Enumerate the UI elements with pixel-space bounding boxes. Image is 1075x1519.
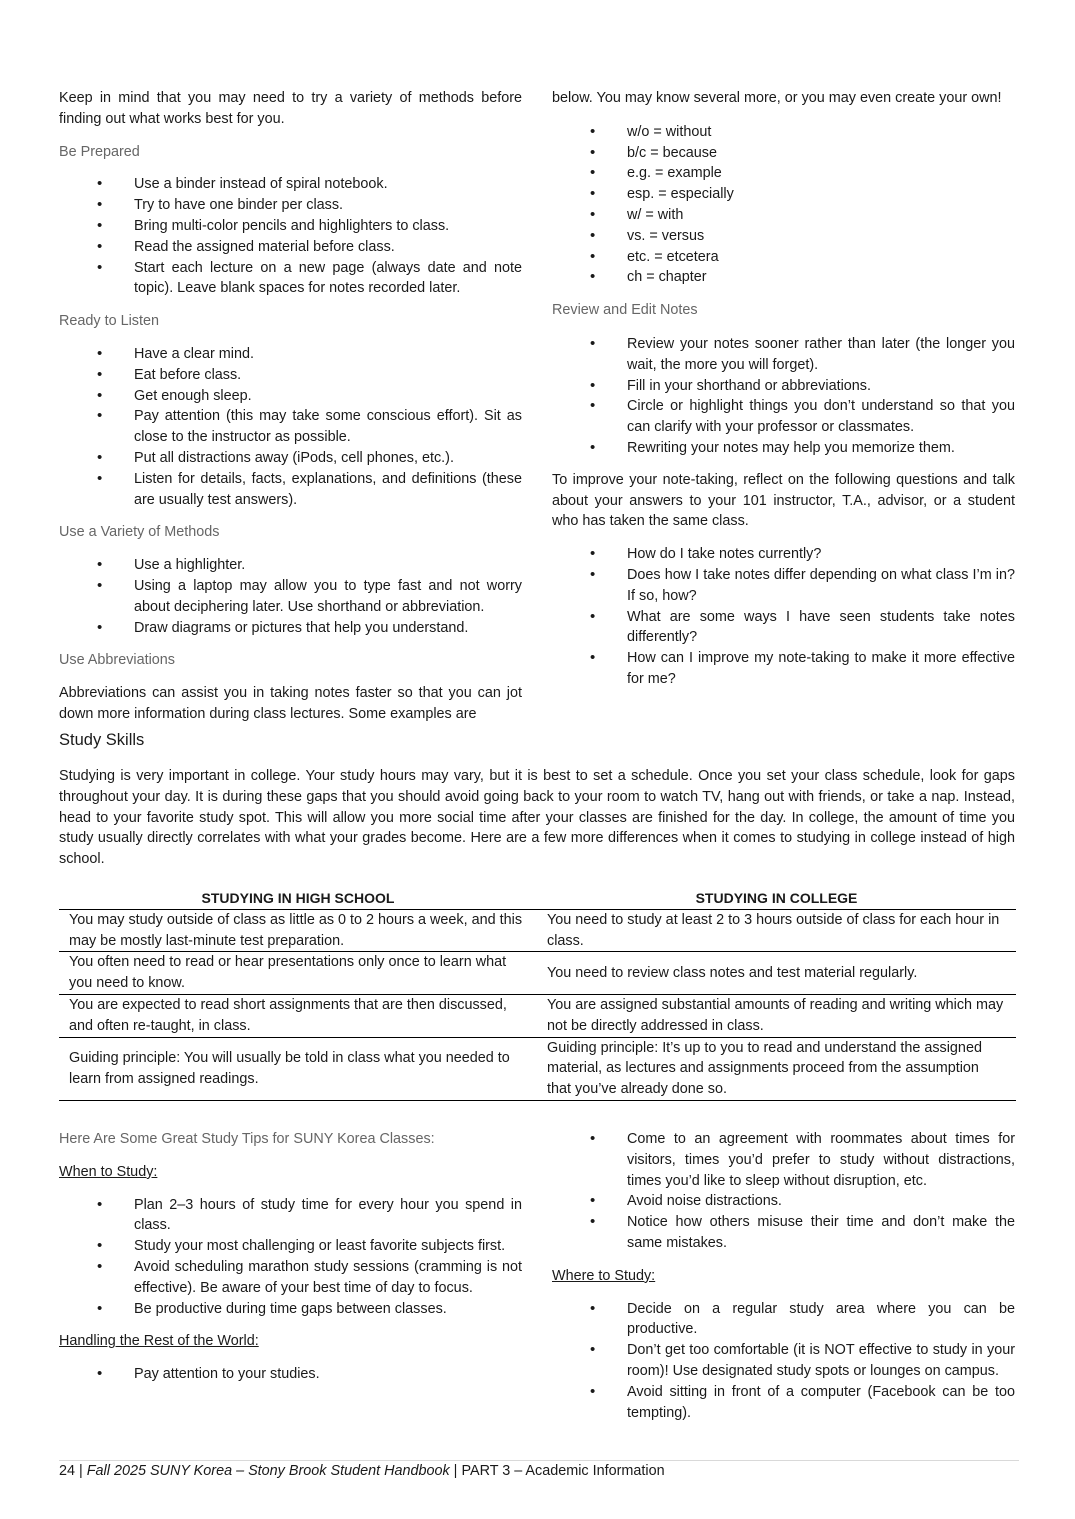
- list-item: • Come to an agreement with roommates about times for visitors, times you’d prefer to study without distractions, times you’d like to sleep without disruption, etc.: [552, 1129, 1015, 1191]
- list-item: • Does how I take notes differ depending on what class I’m in? If so, how?: [552, 565, 1015, 607]
- list-item: • Study your most challenging or least favorite subjects first.: [59, 1236, 522, 1257]
- page-footer: [59, 1460, 1019, 1479]
- footer-text: [59, 1461, 665, 1482]
- variety-list: [59, 555, 522, 638]
- list-item: • w/o = without: [552, 122, 1015, 143]
- when-to-study-heading: When to Study:: [59, 1163, 158, 1180]
- list-item: • Pay attention (this may take some conscious effort). Sit as close to the instructor as possible.: [59, 406, 522, 448]
- left-top-column: [59, 88, 522, 725]
- list-item: • Using a laptop may allow you to type fast and not worry about deciphering later. Use shorthand or abbreviation.: [59, 576, 522, 618]
- footer-separator: |: [75, 1463, 87, 1479]
- list-item: • e.g. = example: [552, 163, 1015, 184]
- list-item: • Listen for details, facts, explanations, and definitions (these are usually test answers).: [59, 469, 522, 511]
- tips-left-column: [59, 1129, 522, 1385]
- table-cell: You may study outside of class as little as 0 to 2 hours a week, and this may be mostly last-minute test preparation.: [59, 909, 537, 952]
- list-item: • Start each lecture on a new page (always date and note topic). Leave blank spaces for notes recorded later.: [59, 258, 522, 300]
- be-prepared-list: [59, 174, 522, 299]
- footer-separator: |: [449, 1463, 462, 1479]
- questions-list: [552, 544, 1015, 690]
- handling-world-heading: Handling the Rest of the World:: [59, 1333, 259, 1350]
- list-item: • Use a binder instead of spiral notebook.: [59, 174, 522, 195]
- list-item: • Don’t get too comfortable (it is NOT effective to study in your room)! Use designated study spots or lounges on campus.: [552, 1340, 1015, 1382]
- list-item: • Eat before class.: [59, 365, 522, 386]
- list-item: • Use a highlighter.: [59, 555, 522, 576]
- abbrev-intro: below. You may know several more, or you may even create your own!: [552, 90, 1002, 106]
- list-item: • Bring multi-color pencils and highlighters to class.: [59, 216, 522, 237]
- list-item: • Get enough sleep.: [59, 386, 522, 407]
- part-label: PART 3 – Academic Information: [461, 1463, 665, 1479]
- right-top-column: [552, 88, 1015, 690]
- column-header-high-school: STUDYING IN HIGH SCHOOL: [59, 888, 537, 909]
- list-item: • Pay attention to your studies.: [59, 1364, 522, 1385]
- list-item: • Have a clear mind.: [59, 344, 522, 365]
- table-cell: You are assigned substantial amounts of reading and writing which may not be directly addressed in class.: [537, 994, 1016, 1037]
- list-item: • b/c = because: [552, 143, 1015, 164]
- list-item: • Circle or highlight things you don’t understand so that you can clarify with your professor or classmates.: [552, 396, 1015, 438]
- abbreviations-text: Abbreviations can assist you in taking notes faster so that you can jot down more information during class lectures. Some examples are: [59, 685, 522, 722]
- list-item: • esp. = especially: [552, 184, 1015, 205]
- list-item: • Read the assigned material before class.: [59, 237, 522, 258]
- comparison-table: [59, 888, 1016, 1101]
- list-item: • Avoid noise distractions.: [552, 1191, 1015, 1212]
- review-list: [552, 334, 1015, 459]
- list-item: • ch = chapter: [552, 267, 1015, 288]
- list-item: • Avoid scheduling marathon study sessions (cramming is not effective). Be aware of your best time of day to focus.: [59, 1257, 522, 1299]
- table-row: [59, 909, 1016, 952]
- where-to-study-heading: Where to Study:: [552, 1267, 656, 1284]
- page-number: 24: [59, 1463, 76, 1479]
- be-prepared-heading: Be Prepared: [59, 143, 140, 160]
- list-item: • How do I take notes currently?: [552, 544, 1015, 565]
- handbook-title: Fall 2025 SUNY Korea – Stony Brook Student Handbook: [86, 1463, 450, 1479]
- table-cell: Guiding principle: It’s up to you to read and understand the assigned material, as lectures and assignments proceed from the assumption that you’ve already done so.: [537, 1037, 1016, 1100]
- variety-heading: Use a Variety of Methods: [59, 524, 220, 541]
- list-item: • Try to have one binder per class.: [59, 195, 522, 216]
- list-item: • Rewriting your notes may help you memorize them.: [552, 438, 1015, 459]
- table-cell: You need to review class notes and test material regularly.: [537, 952, 1016, 995]
- ready-to-listen-heading: Ready to Listen: [59, 313, 159, 330]
- review-heading: Review and Edit Notes: [552, 302, 698, 319]
- table-row: [59, 952, 1016, 995]
- handling-world-list-continued: [552, 1129, 1015, 1254]
- table-cell: You are expected to read short assignments that are then discussed, and often re-taught, in class.: [59, 994, 537, 1037]
- list-item: • etc. = etcetera: [552, 247, 1015, 268]
- list-item: • Fill in your shorthand or abbreviations.: [552, 376, 1015, 397]
- methods-intro: Keep in mind that you may need to try a variety of methods before finding out what works best for you.: [59, 90, 522, 127]
- list-item: • Plan 2–3 hours of study time for every hour you spend in class.: [59, 1195, 522, 1237]
- column-header-college: STUDYING IN COLLEGE: [537, 888, 1016, 909]
- table-header-row: [59, 888, 1016, 909]
- handling-world-list: [59, 1364, 522, 1385]
- list-item: • Be productive during time gaps between classes.: [59, 1299, 522, 1320]
- when-to-study-list: [59, 1195, 522, 1320]
- list-item: • Put all distractions away (iPods, cell phones, etc.).: [59, 448, 522, 469]
- list-item: • Decide on a regular study area where you can be productive.: [552, 1299, 1015, 1341]
- list-item: • Notice how others misuse their time and don’t make the same mistakes.: [552, 1212, 1015, 1254]
- table-cell: You need to study at least 2 to 3 hours outside of class for each hour in class.: [537, 909, 1016, 952]
- reflect-text: To improve your note-taking, reflect on the following questions and talk about your answers to your 101 instructor, T.A., advisor, or a student who has taken the same class.: [552, 471, 1015, 530]
- study-skills-title: Study Skills: [59, 731, 145, 749]
- abbreviations-list: [552, 122, 1015, 288]
- list-item: • How can I improve my note-taking to make it more effective for me?: [552, 648, 1015, 690]
- table-cell: Guiding principle: You will usually be told in class what you needed to learn from assigned readings.: [59, 1037, 537, 1100]
- list-item: • w/ = with: [552, 205, 1015, 226]
- table-cell: You often need to read or hear presentations only once to learn what you need to know.: [59, 952, 537, 995]
- table-row: [59, 1037, 1016, 1100]
- tips-right-column: [552, 1129, 1015, 1423]
- ready-to-listen-list: [59, 344, 522, 510]
- list-item: • What are some ways I have seen students take notes differently?: [552, 607, 1015, 649]
- where-to-study-list: [552, 1299, 1015, 1424]
- list-item: • Avoid sitting in front of a computer (Facebook can be too tempting).: [552, 1382, 1015, 1424]
- list-item: • Review your notes sooner rather than later (the longer you wait, the more you will forget).: [552, 334, 1015, 376]
- list-item: • vs. = versus: [552, 226, 1015, 247]
- table-row: [59, 994, 1016, 1037]
- abbreviations-heading: Use Abbreviations: [59, 652, 175, 669]
- list-item: • Draw diagrams or pictures that help you understand.: [59, 618, 522, 639]
- study-skills-intro: Studying is very important in college. Your study hours may vary, but it is best to set a schedule. Once you set your class schedule, look for gaps throughout your day. It is during these gaps that you should avoid going back to your room to watch TV, hang out with friends, or take a nap. Instead, head to your favorite study spot. This will allow you more social time after your classes are finished for the day. In college, the amount of time you study usually directly correlates with what your grades become. Here are a few more differences when it comes to studying in college instead of high school.: [59, 768, 1015, 868]
- tips-heading: Here Are Some Great Study Tips for SUNY Korea Classes:: [59, 1131, 435, 1147]
